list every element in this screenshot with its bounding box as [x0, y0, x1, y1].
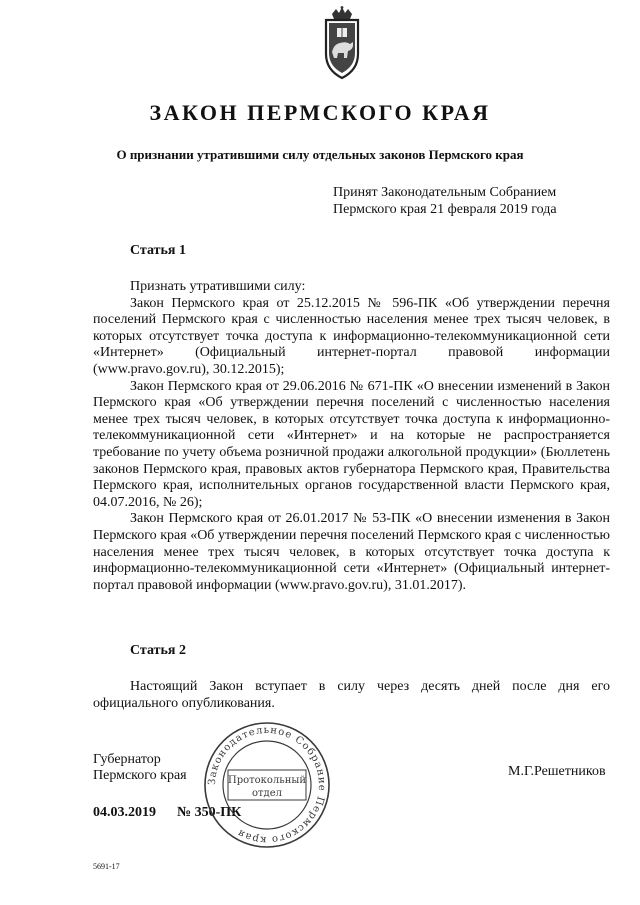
law-date: 04.03.2019: [93, 805, 156, 820]
document-code: 5691-17: [93, 862, 120, 871]
article-1-body: [93, 279, 610, 594]
article-1-paragraph: Закон Пермского края от 26.01.2017 № 53-ПК «О внесении изменения в Закон Пермского края «Об утверждении перечня поселений Пермского края с численностью населения менее трех тысяч человек, в которых отсутствует точка доступа к информационно-телекоммуникационной сети «Интернет» (Официальный интернет-портал правовой информации (www.pravo.gov.ru), 31.01.2017).: [93, 511, 610, 593]
law-title: ЗАКОН ПЕРМСКОГО КРАЯ: [149, 100, 491, 125]
article-2-heading: Статья 2: [130, 643, 186, 658]
signatory-title-line-1: Губернатор: [93, 752, 161, 767]
stamp-center-line-2: отдел: [252, 788, 282, 799]
law-number: № 350-ПК: [177, 805, 242, 820]
law-subtitle: О признании утратившими силу отдельных законов Пермского края: [116, 147, 524, 162]
article-1-paragraph: Закон Пермского края от 25.12.2015 № 596-ПК «Об утверждении перечня поселений Пермского края с численностью населения менее трех тысяч человек, в которых отсутствует точка доступа к информационно-телекоммуникационной сети «Интернет» (Официальный интернет-портал правовой информации (www.pravo.gov.ru), 30.12.2015);: [93, 295, 610, 377]
adoption-line-2: Пермского края 21 февраля 2019 года: [333, 202, 557, 217]
signatory-title-line-2: Пермского края: [93, 768, 187, 783]
article-2-paragraph: Настоящий Закон вступает в силу через десять дней после дня его официального опубликования.: [93, 679, 610, 711]
official-stamp: [202, 720, 332, 850]
signatory-name: М.Г.Решетников: [508, 764, 606, 779]
stamp-center-line-1: Протокольный: [227, 775, 307, 786]
adoption-note: [333, 184, 557, 218]
article-1-heading: Статья 1: [130, 243, 186, 258]
article-1-paragraph: Закон Пермского края от 29.06.2016 № 671-ПК «О внесении изменений в Закон Пермского края «Об утверждении перечня поселений с численностью населения менее трех тысяч человек, в которых отсутствует точка доступа к информационно-телекоммуникационной сети «Интернет» и на которые не распространяется требование по учету объема розничной продажи алкогольной продукции» (Бюллетень законов Пермского края, правовых актов губернатора Пермского края, Правительства Пермского края, исполнительных органов государственной власти Пермского края, 04.07.2016, № 26);: [93, 378, 610, 510]
stamp-ring-text: Законодательное Собрание Пермского края: [206, 724, 328, 846]
adoption-line-1: Принят Законодательным Собранием: [333, 185, 557, 200]
coat-of-arms-icon: [320, 6, 364, 82]
article-2-body: [93, 679, 610, 712]
signatory-title: [93, 752, 187, 784]
article-1-paragraph: Признать утратившими силу:: [130, 279, 306, 294]
